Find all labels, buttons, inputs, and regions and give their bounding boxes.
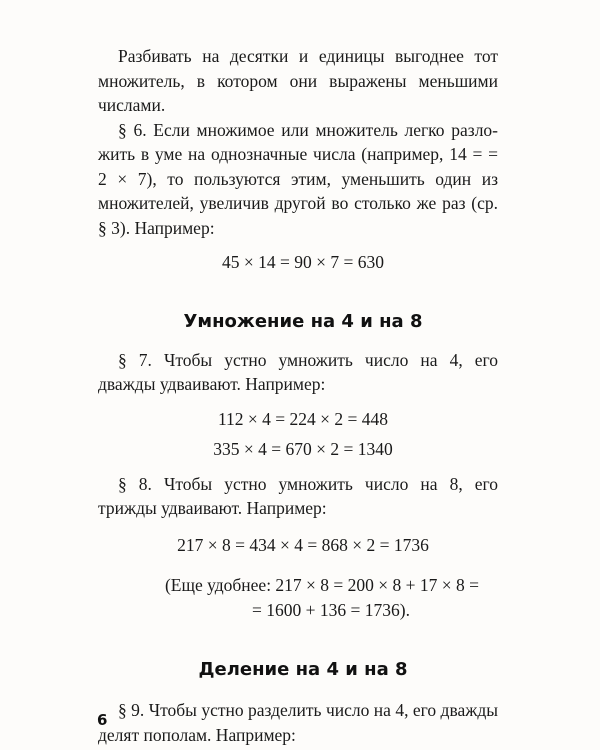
page-body (0, 44, 600, 747)
formula-217-times-8: 217 × 8 = 434 × 4 = 868 × 2 = 1736 (177, 534, 429, 555)
paragraph-intro: Разбивать на десятки и единицы выгоднее тот множитель, в котором они выражены меньшими числами. (98, 46, 498, 115)
paragraph-section-9: § 9. Чтобы устно разделить число на 4, его дважды делят пополам. Например: (98, 700, 498, 745)
note-line-1: (Еще удобнее: 217 × 8 = 200 × 8 + 17 × 8 = (164, 575, 480, 595)
paragraph-section-6: § 6. Если множимое или множитель легко разложить в уме на однозначные числа (например, 14 = = 2 × 7), то пользуются этим, уменьшить один из множителей, увеличив другой во столько же раз (ср. § 3). Например: (98, 119, 498, 238)
formula-335-times-4: 335 × 4 = 670 × 2 = 1340 (213, 439, 393, 459)
formula-45-times-14: 45 × 14 = 90 × 7 = 630 (222, 252, 384, 272)
formula-112-times-4: 112 × 4 = 224 × 2 = 448 (217, 408, 389, 429)
heading-multiplication-by-4-and-8: Умножение на 4 и на 8 (183, 310, 423, 332)
page-number: 6 (97, 711, 108, 729)
paragraph-section-8: § 8. Чтобы устно умножить число на 8, его трижды удваивают. Например: (98, 473, 498, 518)
paragraph-section-7: § 7. Чтобы устно умножить число на 4, его дважды удваивают. Например: (98, 349, 498, 394)
note-line-2: = 1600 + 136 = 1736). (252, 599, 410, 620)
heading-division-by-4-and-8: Деление на 4 и на 8 (198, 659, 408, 680)
